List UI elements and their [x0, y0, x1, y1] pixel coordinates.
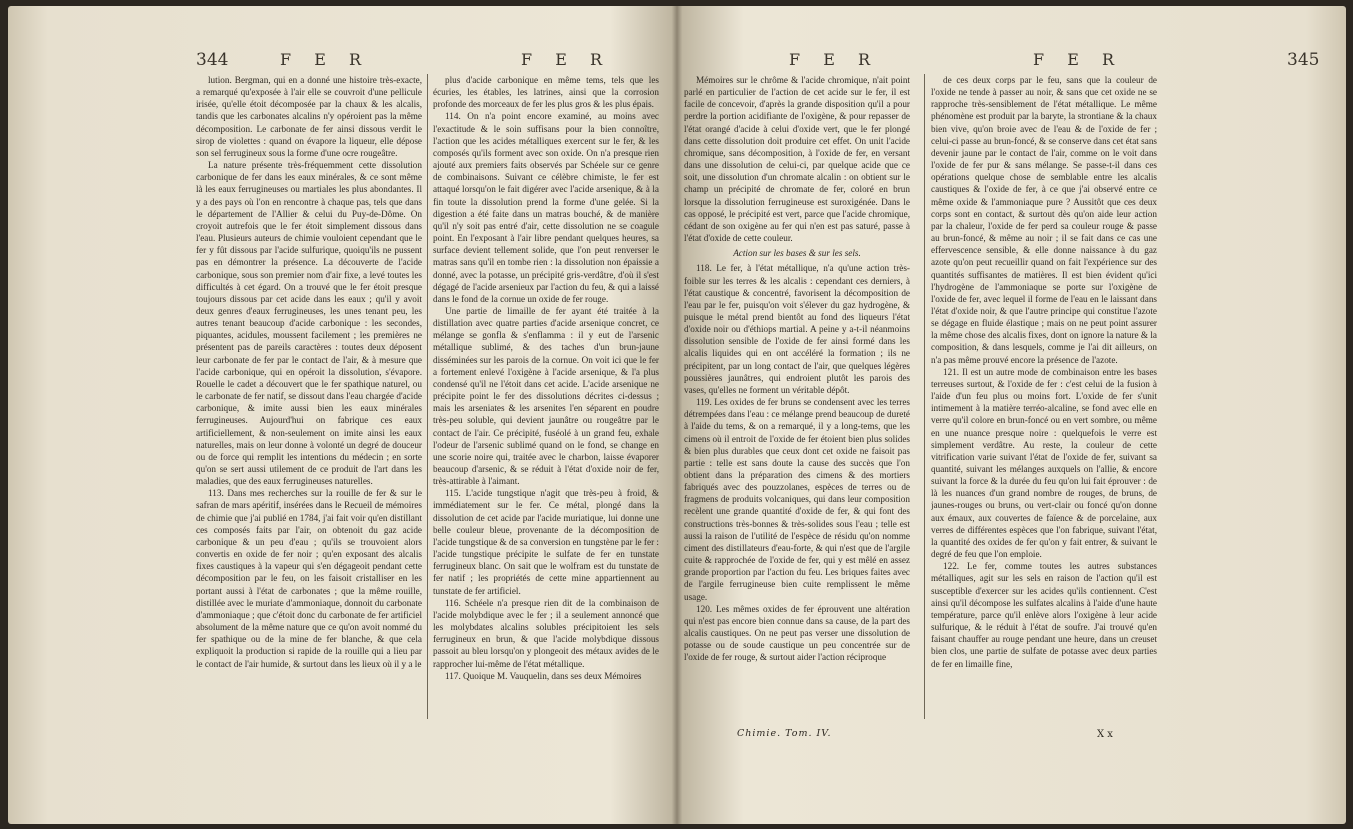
- paragraph: 120. Les mêmes oxides de fer éprouvent une altération qui n'est pas encore bien connue dans sa cause, de la part des alcalis caustiques. On ne peut pas verser une dissolution de potasse ou de soude caustique un peu concentrée sur de l'oxide de fer rouge, & surtout aider l'action réciproque: [684, 603, 910, 663]
- paragraph: Une partie de limaille de fer ayant été traitée à la distillation avec quatre parties d'acide arsenique concret, ce mélange se gonfla & s'enflamma : il y eut de l'arsenic métallique sublimé, & des taches d'un brun-jaune disséminées sur les parois de la cornue. On voit ici que le fer a fortement enlevé l'oxigène à l'acide arsenique, & l'a plus condensé qu'il ne l'étoit dans cet acide. L'acide arsenique ne précipite point le fer des dissolutions décrites ci-dessus ; mais les arseniates & les arsenites l'en séparent en poudre très-peu soluble, qui devient jaunâtre ou rougeâtre par le contact de l'air. Ce précipité, fuséolé à un grand feu, exhale l'odeur de l'arsenic sublimé quand on le fond, se change en une scorie noire qui, traitée avec le charbon, laisse évaporer beaucoup d'arsenic, & se réduit à l'état d'oxide noir de fer, très-attirable à l'aimant.: [433, 305, 659, 487]
- open-book: [8, 6, 1346, 824]
- page-number-right: 345: [1287, 50, 1320, 70]
- right-column-2: [931, 74, 1157, 724]
- running-head-left-2: F E R: [521, 50, 611, 69]
- footer-volume: Chimie. Tom. IV.: [737, 728, 832, 739]
- signature-mark: X x: [1097, 729, 1113, 740]
- column-divider-right: [924, 74, 925, 719]
- paragraph: 118. Le fer, à l'état métallique, n'a qu'une action très-foible sur les terres & les alcalis : cependant ces derniers, à l'état caustique & concentré, favorisent la décomposition de l'eau par le fer, puisqu'on voit s'élever du gaz hydrogène, & puisque le métal prend bientôt au fond des liqueurs l'état d'oxide noir ou d'éthiops martial. A peine y a-t-il néanmoins dissolution sensible de l'oxide de fer ainsi formé dans les alcalis liquides qui en ont accéléré la formation ; ils ne précipitent, par un long contact de l'air, que quelques légères poussières jaunâtres, qui endroient plutôt les parois des vases, qu'elles ne forment un véritable dépôt.: [684, 263, 910, 395]
- paragraph: 115. L'acide tungstique n'agit que très-peu à froid, & immédiatement sur le fer. Ce métal, plongé dans la dissolution de cet acide par l'acide muriatique, lui donne une belle couleur bleue, provenante de la décomposition de l'acide tungstique & de sa conversion en tungstène par le fer : l'acide tungstique précipite le sulfate de fer en tunstate ferrugineux blanc. On sait que le wolfram est du tunstate de fer natif ; les propriétés de cette mine appartiennent au tunstate de fer artificiel.: [433, 488, 659, 596]
- left-column-2: [433, 74, 659, 730]
- paragraph: 119. Les oxides de fer bruns se condensent avec les terres détrempées dans l'eau : ce mélange prend beaucoup de dureté à l'aide du tems, & on a remarqué, il y a long-tems, que les cimens où il entroit de l'oxide de fer étoient bien plus solides & bien plus durables que ceux dont cet oxide ne faisoit pas partie : telle est sans doute la cause des succès que l'on obtient dans la préparation des cimens & des mortiers fabriqués avec des pouzzolanes, espèces de terres ou de fragmens de produits volcaniques, qui dans leur composition recèlent une grande quantité d'oxide de fer, & qui font des constructions très-bonnes & très-solides sous l'eau ; telle est aussi la raison de l'utilité de l'espèce de résidu qu'on nomme ciment des distillateurs d'eau-forte, & qui n'est que de l'argile cuite & rapprochée de l'oxide de fer, qui y est mêlé en assez grande proportion par l'action du feu. Les briques faites avec de l'argile ferrugineuse bien cuite remplissent le même usage.: [684, 397, 910, 602]
- left-page: [8, 6, 677, 824]
- paragraph: 116. Schéele n'a presque rien dit de la combinaison de l'acide molybdique avec le fer ; il a seulement annoncé que les molybdates alcalins solubles précipitoient les sels ferrugineux en brun, & que l'acide molybdique dissous passoit au bleu lorsqu'on y plongeoit des métaux avides de le rapprocher lui-même de l'état métallique.: [433, 597, 659, 669]
- left-column-1: [196, 74, 422, 724]
- running-head-right-1: F E R: [789, 50, 879, 69]
- paragraph: 122. Le fer, comme toutes les autres substances métalliques, agit sur les sels en raison de l'action qu'il est susceptible d'exercer sur les acides qu'ils contiennent. C'est ainsi qu'il décompose les sulfates alcalins à l'aide d'une haute température, parce qu'il enlève alors l'oxigène à leur acide sulfurique, & le réduit à l'état de soufre. J'ai trouvé qu'en faisant chauffer au rouge pendant une heure, dans un creuset bien clos, une partie de sulfate de potasse avec deux parties de fer en limaille fine,: [931, 561, 1157, 669]
- column-divider-left: [427, 74, 428, 719]
- paragraph: 114. On n'a point encore examiné, au moins avec l'exactitude & le soin suffisans pour la bien connoître, l'action que les acides métalliques exercent sur le fer, & les composés qu'ils forment avec son oxide. On n'a presque rien ajouté aux premiers faits observés par Schéele sur ce genre de combinaisons. Suivant ce célèbre chimiste, le fer est attaqué lorsqu'on le fait digérer avec l'acide arsenique, & à la fin toute la dissolution prend la forme d'une gelée. Si la digestion a été faite dans un matras bouché, & de manière qu'il n'y soit pas entré d'air, cette dissolution ne se coagule point. En l'exposant à l'air libre pendant quelques heures, sa surface devient tellement solide, que l'on peut renverser le matras sans qu'il en tombe rien : la dissolution non épaissie a donné, avec la potasse, un précipité gris-verdâtre, d'où il s'est dégagé de l'acide arsenieux par l'action du feu, & qui a laissé dans le fond de la cornue un oxide de fer rouge.: [433, 111, 659, 304]
- paragraph: lution. Bergman, qui en a donné une histoire très-exacte, a remarqué qu'exposée à l'air elle se couvroit d'une pellicule irisée, qu'elle étoit décomposée par la chaux & les alcalis, tandis que les carbonates alcalins n'y opéroient pas la même décomposition. Le carbonate de fer ainsi dissous verdit le sirop de violettes : quand on évapore la liqueur, elle dépose son sel ferrugineux sous la forme d'une ocre rougeâtre.: [196, 75, 422, 158]
- paragraph: 121. Il est un autre mode de combinaison entre les bases terreuses surtout, & l'oxide de fer : c'est celui de la fusion à l'aide d'un feu plus ou moins fort. L'oxide de fer s'unit intimement à la matière terréo-alcaline, se fond avec elle en verre qu'il colore en brun-foncé ou en vert sombre, ou même en une nuance presque noire : quelquefois le verre est simplement verdâtre. Au reste, la couleur de cette vitrification varie suivant l'état de l'oxide de fer, suivant sa quantité, suivant les mélanges auxquels on l'allie, & encore suivant la force & la durée du feu qu'on lui fait éprouver : de là les nuances d'un grand nombre de rouges, de bruns, de jaunes-rouges ou bruns, ou vert-clair ou foncé qu'on donne aux émaux, aux couvertes de faïence & de porcelaine, aux verres de différentes espèces que l'on fabrique, suivant l'état, la quantité des oxides de fer qu'on y fait entrer, & suivant le degré de feu que l'on emploie.: [931, 366, 1157, 560]
- paragraph: 117. Quoique M. Vauquelin, dans ses deux Mémoires: [445, 670, 642, 681]
- paragraph: La nature présente très-fréquemment cette dissolution carbonique de fer dans les eaux minérales, & ce sont même là les eaux ferrugineuses ou martiales les plus abondantes. Il y a des pays où l'on en rencontre à chaque pas, tels que dans le département de l'Allier & celui du Puy-de-Dôme. On croyoit autrefois que le fer étoit simplement dissous dans l'eau. Plusieurs auteurs de chimie vouloient cependant que le fer y fût dissous par l'acide sulfurique, quoiqu'ils ne pussent pas en démontrer la présence. La découverte de l'acide carbonique, sous son premier nom d'air fixe, a levé toutes les difficultés à cet égard. On a trouvé que le fer étoit presque toujours dissous par cet acide dans les eaux ; qu'il y avoit deux genres d'eaux ferrugineuses, les unes tenant peu, les autres tenant beaucoup d'acide carbonique : les secondes, piquantes, acidules, moussent facilement ; les premières ne présentent pas de pareils caractères : toutes deux déposent leur carbonate de fer par le contact de l'air, & à mesure que l'acide carbonique, qui en opéroit la dissolution, s'évapore. Rouelle le cadet a découvert que le fer spathique naturel, ou le carbonate de fer natif, se dissout dans l'eau chargée d'acide carbonique, & imite aussi bien les eaux minérales ferrugineuses. Aujourd'hui on fabrique ces eaux artificiellement, & non-seulement on imite ainsi les eaux naturelles, mais on leur donne à volonté un degré de douceur ou de force qui remplit les intentions du médecin ; en sorte qu'on se sert aussi utilement de ce produit de l'art dans les maladies, que des eaux ferrugineuses naturelles.: [196, 160, 422, 487]
- paragraph: plus d'acide carbonique en même tems, tels que les écuries, les étables, les latrines, ainsi que la corrosion profonde des morceaux de fer les plus gros & les plus épais.: [433, 75, 659, 110]
- running-head-left-1: F E R: [280, 50, 370, 69]
- page-number-left: 344: [196, 50, 229, 70]
- paragraph: 113. Dans mes recherches sur la rouille de fer & sur le safran de mars apéritif, insérées dans le Recueil de mémoires de chimie que j'ai publié en 1784, j'ai fait voir qu'en distillant ces composés faits par l'air, on obtenoit du gaz acide carbonique & un peu d'eau ; qu'ils se trouvoient alors convertis en oxide de fer noir ; qu'en exposant des alcalis fixes caustiques à la vapeur qui s'en dégageoit pendant cette décomposition par le feu, on les faisoit cristalliser en les portant aussi à l'état de carbonates ; que la même rouille, distillée avec le muriate d'ammoniaque, donnoit du carbonate d'ammoniaque ; que c'étoit donc du carbonate de fer artificiel absolument de la même nature que ce qu'on avoit nommé du fer spathique ou de la mine de fer blanche, & que cela expliquoit la production si rapide de la rouille qui a lieu par le contact de l'air humide, & surtout dans les lieux où il y a le: [196, 488, 422, 669]
- paragraph: de ces deux corps par le feu, sans que la couleur de l'oxide ne tende à passer au noir, & sans que cet oxide ne se rapproche très-sensiblement de l'état métallique. Le même phénomène est produit par la baryte, la strontiane & la chaux bien vive, qu'on broie avec de l'eau & de l'oxide de fer ; celui-ci passe au brun-foncé, & se conserve dans cet état sans devenir jaune par le contact de l'air, comme on le voit dans l'oxide de fer pur & sans mélange. Se passe-t-il dans ces opérations quelque chose de semblable entre les alcalis caustiques & l'oxide de fer, à ce que j'ai observé entre ce même oxide & l'ammoniaque pure ? Aussitôt que ces deux corps sont en contact, & surtout dès qu'on aide leur action par la chaleur, l'oxide de fer perd sa couleur rouge & passe au brun-foncé, & même au noir ; il se fait dans ce cas une effervescence sensible, & elle donne naissance à du gaz azote qu'on peut recueillir quand on fait l'expérience sur des quantités suffisantes de matières. Il est bien évident qu'ici l'hydrogène de l'ammoniaque se porte sur l'oxigène de l'oxide de fer, avec lequel il forme de l'eau en le laissant dans l'état d'oxide noir, & que l'autre principe qui constitue l'azote se dégage en fluide élastique ; mais on ne peut point assurer la même chose des alcalis fixes, dont on ignore la nature & la composition, & dans lesquels, comme je l'ai dit ailleurs, on n'a pas même prouvé encore la présence de l'azote.: [931, 75, 1157, 365]
- right-column-1: [684, 74, 910, 728]
- section-heading: Action sur les bases & sur les sels.: [733, 248, 861, 259]
- paragraph: Mémoires sur le chrôme & l'acide chromique, n'ait point parlé en particulier de l'action de cet acide sur le fer, il est facile de concevoir, d'après la grande disposition qu'il a pour perdre la portion acidifiante de l'oxigène, & pour repasser de l'état orangé d'acide à celui d'oxide vert, que le fer plongé dans cette dissolution doit produire cet effet. On unit l'acide chromique, sans décomposition, à l'oxide de fer, en versant dans une dissolution de celui-ci, par quelque acide que ce soit, une dissolution d'un chromate alcalin : on obtient sur le champ un précipité de chromate de fer, coloré en brun lorsque la dissolution ferrugineuse est suroxigénée. Dans le cas opposé, le précipité est vert, parce que l'acide chromique, cédant de son oxigène au fer qui n'en est pas saturé, passe à l'état d'oxide de cette couleur.: [684, 75, 910, 244]
- running-head-right-2: F E R: [1033, 50, 1123, 69]
- right-page: [677, 6, 1346, 824]
